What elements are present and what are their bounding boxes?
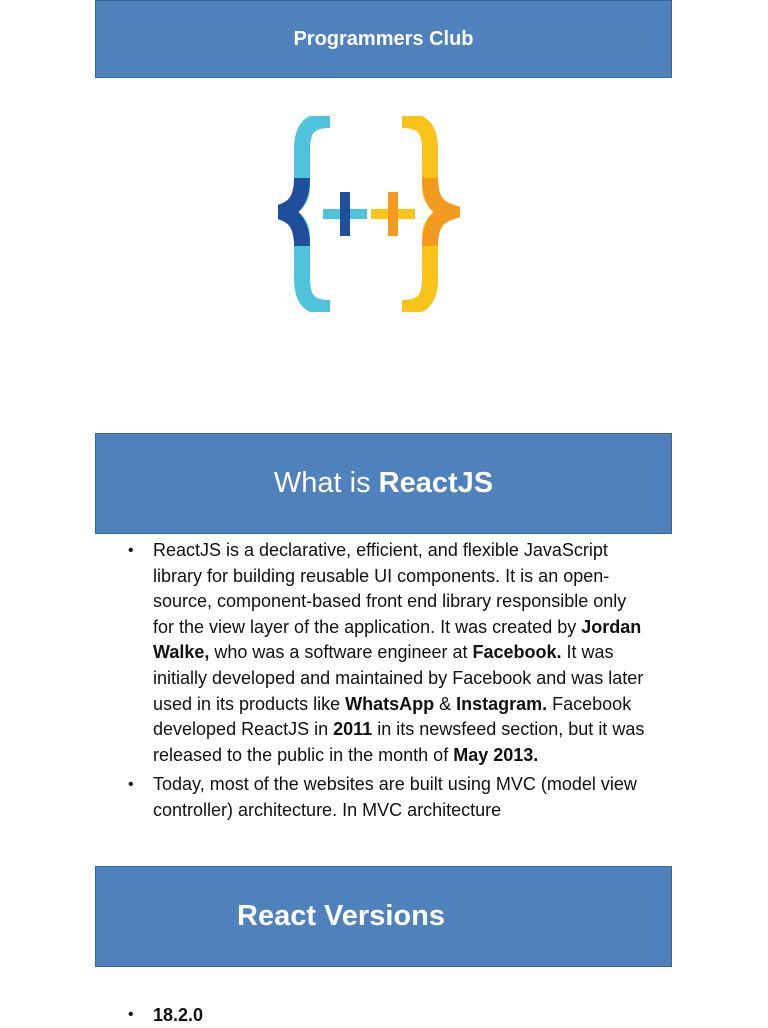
list-item: • ReactJS is a declarative, efficient, and flexible JavaScript library for building reusable UI components. It is an open-source, component-based front end library responsible only for the view layer of the application. It was created by Jordan Walke, who was a software engineer at Facebook. It was initially developed and maintained by Facebook and was later used in its products like WhatsApp & Instagram. Facebook developed ReactJS in 2011 in its newsfeed section, but it was released to the public in the month of May 2013. [128, 538, 648, 768]
react-versions-banner [95, 866, 672, 967]
versions-list [128, 1002, 203, 1028]
header-title: Programmers Club [293, 27, 474, 50]
curly-braces-plus-plus-logo-icon [278, 116, 460, 312]
react-versions-title: React Versions [237, 900, 445, 932]
header-banner [95, 0, 672, 78]
list-item: • Today, most of the websites are built using MVC (model view controller) architecture. In MVC architecture [128, 772, 648, 823]
what-is-reactjs-title: What is ReactJS [273, 467, 494, 499]
version-item: • 18.2.0 [128, 1002, 203, 1028]
reactjs-description-list [128, 538, 648, 828]
what-is-reactjs-banner [95, 433, 672, 534]
